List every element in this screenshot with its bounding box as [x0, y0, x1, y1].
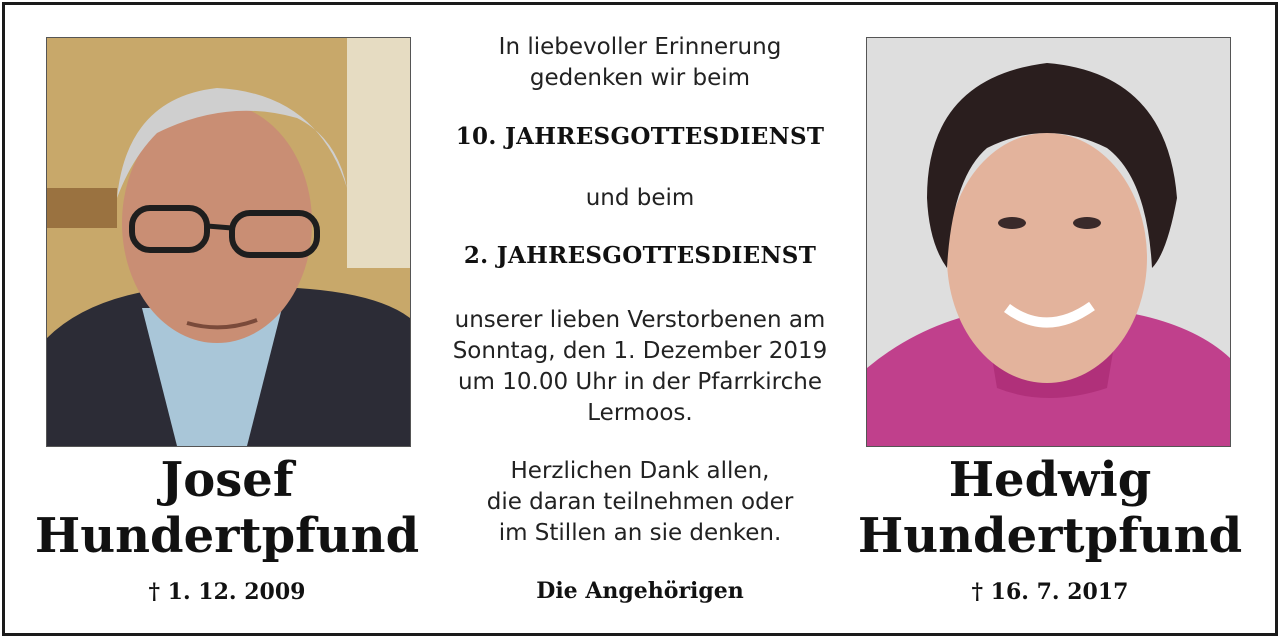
- thanks-line: die daran teilnehmen oder: [486, 489, 794, 515]
- thanks-line: Herzlichen Dank allen,: [510, 458, 770, 484]
- details-line: unserer lieben Verstorbenen am: [454, 307, 826, 333]
- service-heading-1: 10. JAHRESGOTTESDIENST: [455, 123, 825, 150]
- intro-text: [420, 32, 860, 94]
- intro-line: In liebevoller Erinnerung: [498, 34, 782, 60]
- signature: Die Angehörigen: [536, 578, 744, 604]
- intro-line: gedenken wir beim: [529, 65, 751, 91]
- name-josef: [7, 452, 447, 564]
- portrait-josef: [46, 37, 411, 447]
- details-text: [420, 305, 860, 429]
- last-name: Hundertpfund: [857, 508, 1243, 564]
- portrait-hedwig: [866, 37, 1231, 447]
- first-name: Hedwig: [948, 452, 1152, 508]
- connector-text: und beim: [585, 185, 695, 211]
- details-line: Sonntag, den 1. Dezember 2019: [452, 338, 828, 364]
- death-date-hedwig: † 16. 7. 2017: [971, 579, 1129, 605]
- first-name: Josef: [160, 452, 294, 508]
- thanks-text: [420, 456, 860, 549]
- service-heading-2: 2. JAHRESGOTTESDIENST: [463, 242, 817, 269]
- thanks-line: im Stillen an sie denken.: [498, 520, 782, 546]
- details-line: um 10.00 Uhr in der Pfarrkirche: [457, 369, 823, 395]
- name-hedwig: [830, 452, 1270, 564]
- death-date-josef: † 1. 12. 2009: [148, 579, 306, 605]
- details-line: Lermoos.: [587, 400, 693, 426]
- last-name: Hundertpfund: [34, 508, 420, 564]
